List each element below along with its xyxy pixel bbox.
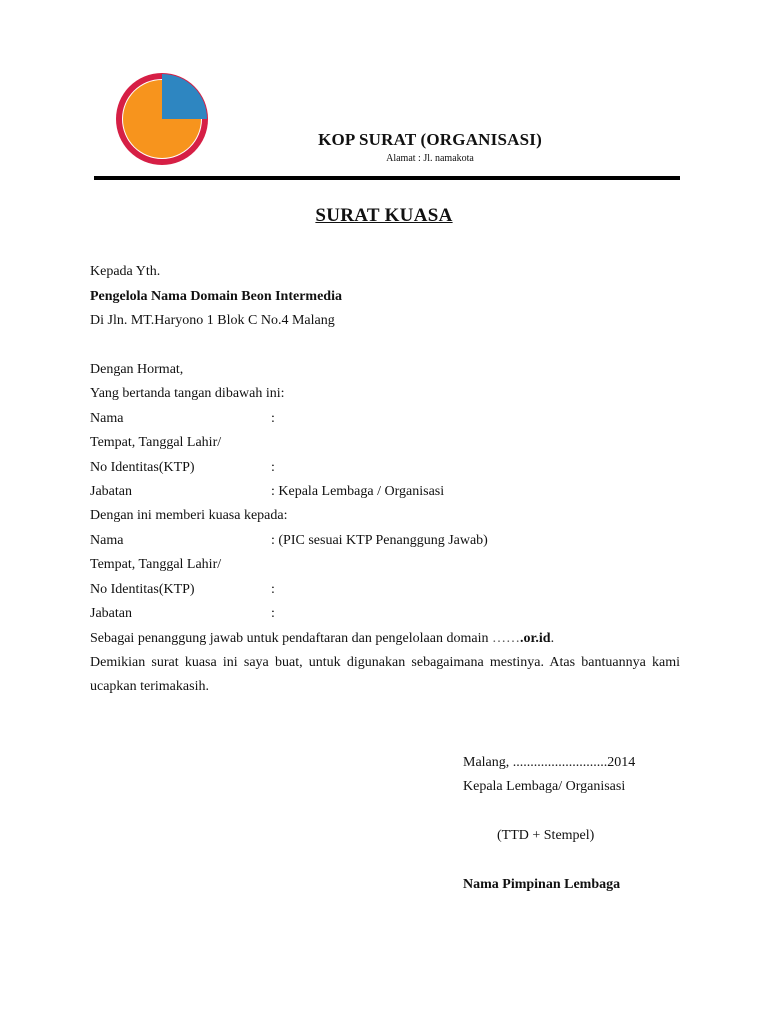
grantee-intro: Dengan ini memberi kuasa kepada: <box>90 508 288 523</box>
signatory-name: Nama Pimpinan Lembaga <box>463 877 621 892</box>
letterhead-divider <box>94 176 680 180</box>
signature-position: Kepala Lembaga/ Organisasi <box>463 779 626 794</box>
recipient-address: Di Jln. MT.Haryono 1 Blok C No.4 Malang <box>90 313 335 328</box>
purpose-text: Sebagai penanggung jawab untuk pendaftaran dan pengelolaan domain <box>90 631 492 646</box>
letterhead-title: KOP SURAT (ORGANISASI) <box>318 130 542 149</box>
purpose-domain-placeholder: …… <box>491 631 520 646</box>
salutation: Dengan Hormat, <box>90 362 184 377</box>
closing-paragraph: Demikian surat kuasa ini saya buat, untuk digunakan sebagaimana mestinya. Atas bantuannya kami ucapkan terimakasih. <box>90 655 680 694</box>
grantor-position-label: Jabatan <box>90 484 132 499</box>
grantor-name-label: Nama <box>90 411 124 426</box>
recipient-greeting: Kepada Yth. <box>90 264 161 279</box>
grantor-position-value: : Kepala Lembaga / Organisasi <box>271 484 445 499</box>
grantee-position-value: : <box>271 606 275 621</box>
letterhead-address: Alamat : Jl. namakota <box>386 153 474 164</box>
grantor-ktp-label: No Identitas(KTP) <box>90 460 195 475</box>
purpose-end: . <box>550 631 555 646</box>
document-title: SURAT KUASA <box>315 205 453 226</box>
grantor-birth-label: Tempat, Tanggal Lahir/ <box>90 435 222 450</box>
signature-stamp-placeholder: (TTD + Stempel) <box>497 828 595 843</box>
grantee-ktp-label: No Identitas(KTP) <box>90 582 195 597</box>
grantor-name-value: : <box>271 411 275 426</box>
grantee-name-value: : (PIC sesuai KTP Penanggung Jawab) <box>271 533 488 548</box>
purpose-domain-suffix: .or.id <box>519 631 551 646</box>
grantee-ktp-value: : <box>271 582 275 597</box>
purpose-statement <box>90 630 554 648</box>
grantee-position-label: Jabatan <box>90 606 132 621</box>
signature-place-date: Malang, ...........................2014 <box>463 755 636 770</box>
grantor-intro: Yang bertanda tangan dibawah ini: <box>90 386 285 401</box>
grantee-birth-label: Tempat, Tanggal Lahir/ <box>90 557 222 572</box>
grantee-name-label: Nama <box>90 533 124 548</box>
grantor-ktp-value: : <box>271 460 275 475</box>
pie-chart-logo-icon <box>114 71 210 167</box>
recipient-name: Pengelola Nama Domain Beon Intermedia <box>90 289 342 304</box>
